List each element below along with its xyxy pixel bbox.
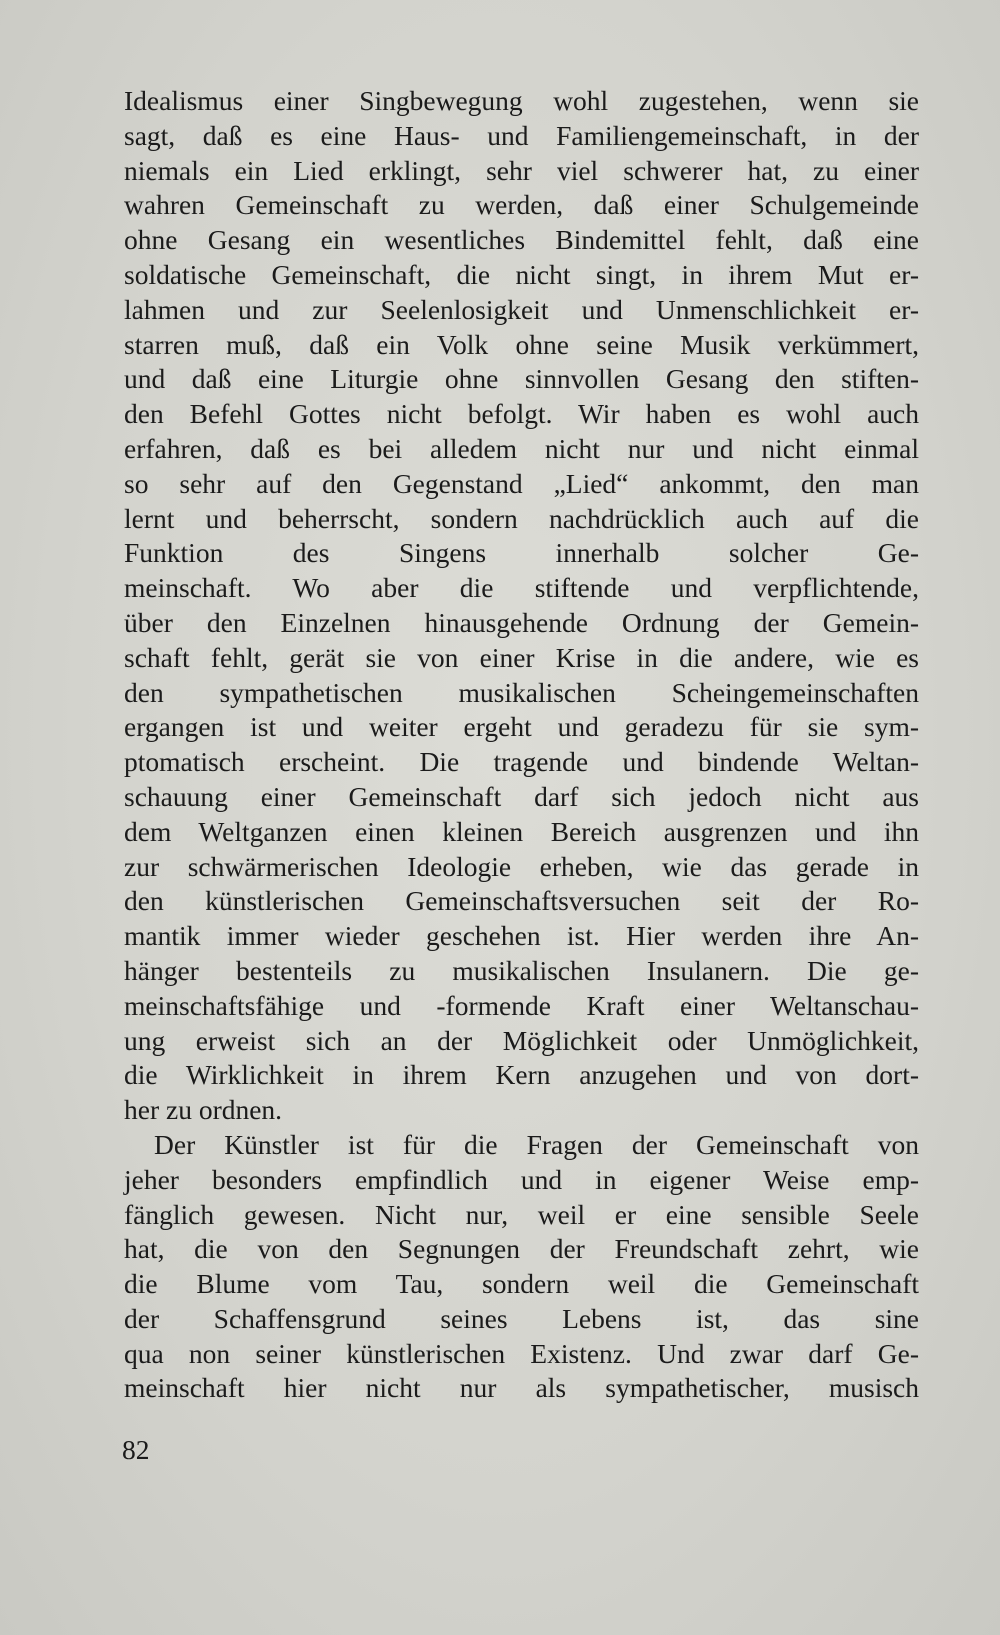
- text-line: über den Einzelnen hinausgehende Ordnung der Gemein-: [124, 606, 919, 638]
- text-line: qua non seiner künstlerischen Existenz. Und zwar darf Ge-: [124, 1337, 919, 1369]
- text-line: dem Weltganzen einen kleinen Bereich ausgrenzen und ihn: [124, 815, 919, 847]
- text-line: meinschaftsfähige und -formende Kraft einer Weltanschau-: [124, 989, 919, 1021]
- text-line: niemals ein Lied erklingt, sehr viel schwerer hat, zu einer: [124, 154, 919, 186]
- text-line: soldatische Gemeinschaft, die nicht singt, in ihrem Mut er-: [124, 258, 919, 290]
- text-line: wahren Gemeinschaft zu werden, daß einer Schulgemeinde: [124, 189, 919, 221]
- text-line: zur schwärmerischen Ideologie erheben, wie das gerade in: [124, 850, 919, 882]
- text-line: die Blume vom Tau, sondern weil die Gemeinschaft: [124, 1268, 919, 1300]
- text-line: lernt und beherrscht, sondern nachdrücklich auch auf die: [124, 502, 919, 534]
- page-number: 82: [122, 1434, 150, 1465]
- text-line: und daß eine Liturgie ohne sinnvollen Gesang den stiften-: [124, 363, 919, 395]
- text-line: den künstlerischen Gemeinschaftsversuchen seit der Ro-: [124, 885, 919, 917]
- text-line: erfahren, daß es bei alledem nicht nur und nicht einmal: [124, 432, 919, 464]
- text-line: die Wirklichkeit in ihrem Kern anzugehen und von dort-: [124, 1059, 919, 1091]
- text-line: den Befehl Gottes nicht befolgt. Wir haben es wohl auch: [124, 398, 919, 430]
- text-line: ohne Gesang ein wesentliches Bindemittel fehlt, daß eine: [124, 224, 919, 256]
- text-line: meinschaft. Wo aber die stiftende und verpflichtende,: [124, 572, 919, 604]
- text-line: der Schaffensgrund seines Lebens ist, das sine: [124, 1302, 919, 1334]
- text-line: hat, die von den Segnungen der Freundschaft zehrt, wie: [124, 1233, 919, 1265]
- text-line: hänger bestenteils zu musikalischen Insulanern. Die ge-: [124, 954, 919, 986]
- text-line: schauung einer Gemeinschaft darf sich jedoch nicht aus: [124, 780, 919, 812]
- text-line: meinschaft hier nicht nur als sympathetischer, musisch: [124, 1372, 919, 1404]
- text-line: ung erweist sich an der Möglichkeit oder Unmöglichkeit,: [124, 1024, 919, 1056]
- text-line: lahmen und zur Seelenlosigkeit und Unmenschlichkeit er-: [124, 293, 919, 325]
- text-line: ergangen ist und weiter ergeht und geradezu für sie sym-: [124, 711, 919, 743]
- paragraph-end-line: her zu ordnen.: [124, 1094, 283, 1126]
- text-line: den sympathetischen musikalischen Scheingemeinschaften: [124, 676, 919, 708]
- paragraph-start-line: Der Künstler ist für die Fragen der Gemeinschaft von: [154, 1128, 919, 1160]
- text-line: fänglich gewesen. Nicht nur, weil er eine sensible Seele: [124, 1198, 919, 1230]
- text-line: mantik immer wieder geschehen ist. Hier werden ihre An-: [124, 920, 919, 952]
- text-line: schaft fehlt, gerät sie von einer Krise in die andere, wie es: [124, 641, 919, 673]
- text-line: so sehr auf den Gegenstand „Lied“ ankommt, den man: [124, 467, 919, 499]
- body-text: [124, 84, 919, 1406]
- text-line: jeher besonders empfindlich und in eigener Weise emp-: [124, 1163, 919, 1195]
- text-line: sagt, daß es eine Haus- und Familiengemeinschaft, in der: [124, 119, 919, 151]
- text-line: starren muß, daß ein Volk ohne seine Musik verkümmert,: [124, 328, 919, 360]
- text-line: Funktion des Singens innerhalb solcher Ge-: [124, 537, 919, 569]
- text-line: Idealismus einer Singbewegung wohl zugestehen, wenn sie: [124, 85, 919, 116]
- text-line: ptomatisch erscheint. Die tragende und bindende Weltan-: [124, 746, 919, 778]
